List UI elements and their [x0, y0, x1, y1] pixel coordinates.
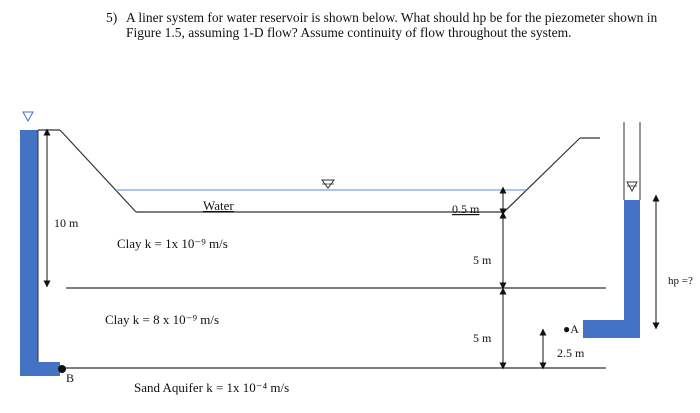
- a-height-label: 2.5 m: [557, 346, 585, 360]
- hp-label: hp =?: [668, 275, 693, 287]
- point-b-label: B: [66, 371, 75, 385]
- sand-aquifer-label: Sand Aquifer k = 1x 10⁻⁴ m/s: [134, 380, 290, 395]
- water-label: Water: [203, 198, 234, 213]
- clay2-thickness-label: 5 m: [473, 331, 492, 345]
- clay1-label: Clay k = 1x 10⁻⁹ m/s: [117, 236, 228, 251]
- water-level-icon: [322, 180, 334, 188]
- left-water-level-icon: [23, 112, 33, 121]
- right-piezometer: [583, 122, 640, 338]
- clay1-thickness-label: 5 m: [473, 253, 492, 267]
- point-b-marker: [58, 365, 66, 373]
- question-body: A liner system for water reservoir is shown below. What should hp be for the piezometer shown in Figure 1.5, assuming 1-D flow? Assume continuity of flow throughout the system.: [126, 10, 658, 40]
- reservoir-outline: [38, 130, 600, 212]
- point-a-label: ●A: [563, 322, 579, 336]
- left-piezometer: [20, 130, 60, 376]
- clay2-label: Clay k = 8 x 10⁻⁹ m/s: [105, 312, 220, 327]
- water-depth-label: 0.5 m: [452, 202, 480, 216]
- right-water-level-icon: [627, 182, 637, 191]
- question-number: 5): [106, 10, 118, 25]
- left-height-label: 10 m: [54, 216, 79, 230]
